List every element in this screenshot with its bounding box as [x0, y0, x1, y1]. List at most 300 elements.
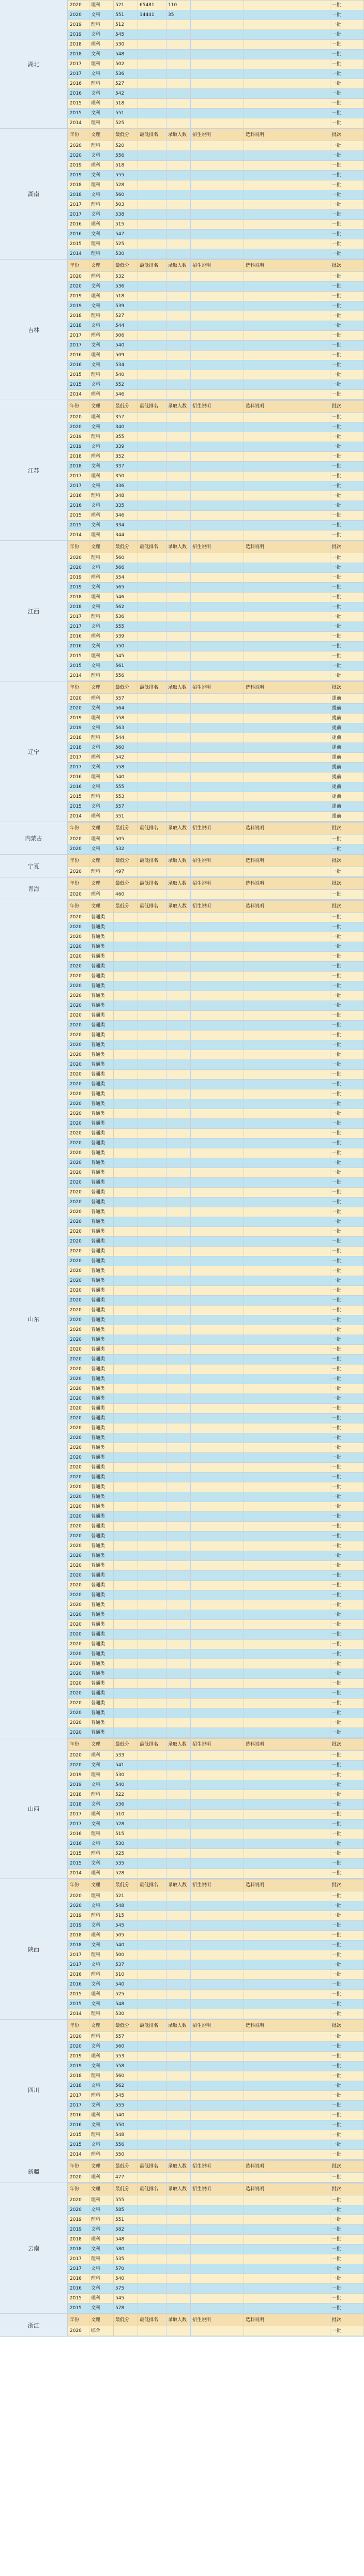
- cell-year: 2020: [68, 1188, 89, 1198]
- cell-admission-note: [191, 2052, 244, 2062]
- cell-batch: 一批: [330, 632, 364, 642]
- cell-year: 2020: [68, 1659, 89, 1669]
- cell-subject-note: [244, 812, 330, 822]
- cell-batch: 一批: [330, 1374, 364, 1384]
- table-row: [68, 1869, 364, 1878]
- cell-min-score: [114, 1119, 138, 1129]
- cell-type: 理科: [89, 593, 114, 602]
- cell-batch: 一批: [330, 452, 364, 462]
- cell-batch: 一批: [330, 360, 364, 370]
- cell-batch: 一批: [330, 2111, 364, 2120]
- cell-subject-note: [244, 230, 330, 239]
- cell-batch: 一批: [330, 1423, 364, 1433]
- cell-admit-count: [166, 2254, 191, 2264]
- table-row: [68, 2254, 364, 2264]
- cell-admission-note: [191, 1561, 244, 1571]
- cell-batch: 一批: [330, 59, 364, 69]
- cell-batch: 一批: [330, 1620, 364, 1630]
- cell-min-rank: [138, 1620, 166, 1630]
- table-row: [68, 2284, 364, 2294]
- cell-min-rank: [138, 733, 166, 743]
- cell-admit-count: [166, 282, 191, 292]
- cell-year: 2020: [68, 1315, 89, 1325]
- cell-year: 2020: [68, 1620, 89, 1630]
- cell-admission-note: [191, 1217, 244, 1227]
- table-row: [68, 1532, 364, 1541]
- cell-subject-note: [244, 1315, 330, 1325]
- cell-batch: 一批: [330, 331, 364, 341]
- cell-batch: 一批: [330, 422, 364, 432]
- cell-subject-note: [244, 180, 330, 190]
- cell-min-score: [114, 913, 138, 922]
- cell-batch: 一批: [330, 1699, 364, 1708]
- cell-min-score: [114, 942, 138, 952]
- cell-batch: 一批: [330, 1011, 364, 1021]
- cell-year: 2020: [68, 1148, 89, 1158]
- cell-min-rank: [138, 161, 166, 171]
- cell-min-score: 558: [114, 714, 138, 723]
- cell-admission-note: [191, 2042, 244, 2052]
- cell-year: 2018: [68, 1931, 89, 1941]
- header-admission-note: 招生说明: [191, 901, 244, 913]
- cell-admission-note: [191, 1751, 244, 1761]
- cell-batch: 一批: [330, 249, 364, 259]
- table-row: [68, 69, 364, 79]
- cell-admit-count: [166, 442, 191, 452]
- cell-subject-note: [244, 1790, 330, 1800]
- header-year: 年份: [68, 2184, 89, 2195]
- cell-min-score: [114, 1109, 138, 1119]
- header-year: 年份: [68, 401, 89, 413]
- cell-type: 文科: [89, 2140, 114, 2150]
- header-admission-note: 招生说明: [191, 401, 244, 413]
- cell-type: 理科: [89, 632, 114, 642]
- header-year: 年份: [68, 2314, 89, 2326]
- header-year: 年份: [68, 2020, 89, 2032]
- table-row: [68, 1999, 364, 2009]
- cell-batch: 一批: [330, 1060, 364, 1070]
- cell-min-score: 336: [114, 481, 138, 491]
- province-name: 新疆: [0, 2160, 68, 2183]
- header-min-rank: 最低排名: [138, 260, 166, 272]
- cell-admit-count: [166, 733, 191, 743]
- cell-admission-note: [191, 422, 244, 432]
- table-row: [68, 1780, 364, 1790]
- cell-admission-note: [191, 1227, 244, 1237]
- cell-admit-count: [166, 1679, 191, 1689]
- cell-year: 2016: [68, 642, 89, 651]
- cell-subject-note: [244, 311, 330, 321]
- table-row: [68, 1256, 364, 1266]
- cell-min-rank: [138, 671, 166, 681]
- table-row: [68, 1990, 364, 1999]
- cell-year: 2020: [68, 962, 89, 972]
- cell-year: 2016: [68, 1970, 89, 1980]
- cell-admission-note: [191, 79, 244, 89]
- cell-min-rank: [138, 792, 166, 802]
- header-min-rank: 最低排名: [138, 2314, 166, 2326]
- cell-batch: 一批: [330, 2225, 364, 2235]
- header-min-rank: 最低排名: [138, 2184, 166, 2195]
- table-row: [68, 1001, 364, 1011]
- cell-batch: 一批: [330, 1139, 364, 1148]
- cell-type: 普通类: [89, 1649, 114, 1659]
- cell-min-score: [114, 1001, 138, 1011]
- cell-min-score: 556: [114, 2140, 138, 2150]
- cell-year: 2016: [68, 220, 89, 230]
- cell-admission-note: [191, 40, 244, 50]
- cell-admit-count: [166, 1859, 191, 1869]
- cell-admission-note: [191, 704, 244, 714]
- cell-min-rank: [138, 1315, 166, 1325]
- cell-batch: 一批: [330, 1031, 364, 1040]
- cell-year: 2020: [68, 1669, 89, 1679]
- cell-year: 2014: [68, 2009, 89, 2019]
- cell-year: 2020: [68, 1325, 89, 1335]
- cell-admit-count: [166, 1247, 191, 1256]
- cell-subject-note: [244, 743, 330, 753]
- cell-year: 2020: [68, 1, 89, 10]
- header-year: 年份: [68, 855, 89, 867]
- table-row: [68, 1659, 364, 1669]
- cell-year: 2020: [68, 1227, 89, 1237]
- table-row: [68, 1931, 364, 1941]
- cell-min-rank: [138, 50, 166, 59]
- cell-batch: 提前: [330, 714, 364, 723]
- cell-admission-note: [191, 1718, 244, 1728]
- table-row: [68, 2052, 364, 2062]
- cell-year: 2020: [68, 1178, 89, 1188]
- cell-min-rank: [138, 1256, 166, 1266]
- header-row: [68, 2161, 364, 2173]
- cell-min-score: [114, 1640, 138, 1649]
- cell-min-rank: [138, 1689, 166, 1699]
- cell-min-score: 556: [114, 151, 138, 161]
- table-row: [68, 249, 364, 259]
- cell-admission-note: [191, 220, 244, 230]
- cell-type: 文科: [89, 2284, 114, 2294]
- cell-subject-note: [244, 511, 330, 521]
- cell-year: 2015: [68, 239, 89, 249]
- cell-subject-note: [244, 1227, 330, 1237]
- cell-min-rank: [138, 1374, 166, 1384]
- cell-admit-count: [166, 1365, 191, 1374]
- cell-admission-note: [191, 952, 244, 962]
- cell-subject-note: [244, 1345, 330, 1355]
- cell-subject-note: [244, 1374, 330, 1384]
- table-row: [68, 612, 364, 622]
- cell-min-score: 548: [114, 1999, 138, 2009]
- cell-batch: 一批: [330, 2215, 364, 2225]
- cell-type: 理科: [89, 220, 114, 230]
- header-batch: 批次: [330, 2314, 364, 2326]
- cell-subject-note: [244, 1820, 330, 1829]
- cell-admit-count: [166, 981, 191, 991]
- cell-min-rank: [138, 1325, 166, 1335]
- cell-admit-count: [166, 743, 191, 753]
- cell-min-rank: [138, 1148, 166, 1158]
- cell-subject-note: [244, 1404, 330, 1414]
- cell-subject-note: [244, 2215, 330, 2225]
- cell-min-rank: [138, 1178, 166, 1188]
- cell-year: 2014: [68, 118, 89, 128]
- cell-batch: 一批: [330, 1980, 364, 1990]
- cell-admit-count: [166, 2101, 191, 2111]
- cell-min-rank: [138, 2173, 166, 2183]
- cell-admission-note: [191, 20, 244, 30]
- cell-year: 2020: [68, 1640, 89, 1649]
- cell-min-rank: [138, 1532, 166, 1541]
- cell-subject-note: [244, 1571, 330, 1581]
- cell-batch: 一批: [330, 1810, 364, 1820]
- table-row: [68, 913, 364, 922]
- header-row: [68, 901, 364, 913]
- table-row: [68, 1139, 364, 1148]
- cell-min-score: 539: [114, 632, 138, 642]
- cell-year: 2020: [68, 2032, 89, 2042]
- cell-subject-note: [244, 622, 330, 632]
- cell-min-rank: [138, 1600, 166, 1610]
- cell-type: 理科: [89, 390, 114, 400]
- cell-min-score: 357: [114, 413, 138, 422]
- header-year: 年份: [68, 1739, 89, 1751]
- cell-admit-count: [166, 2071, 191, 2081]
- cell-min-rank: [138, 331, 166, 341]
- cell-type: 普通类: [89, 1188, 114, 1198]
- cell-year: 2020: [68, 1237, 89, 1247]
- province-block: [0, 877, 364, 900]
- cell-subject-note: [244, 452, 330, 462]
- cell-admit-count: [166, 1561, 191, 1571]
- province-name: 陕西: [0, 1879, 68, 2019]
- cell-admit-count: [166, 714, 191, 723]
- cell-type: 文科: [89, 151, 114, 161]
- cell-type: 理科: [89, 239, 114, 249]
- cell-batch: 一批: [330, 942, 364, 952]
- cell-min-rank: [138, 1751, 166, 1761]
- cell-admit-count: [166, 1970, 191, 1980]
- cell-admit-count: [166, 1384, 191, 1394]
- cell-batch: 一批: [330, 2091, 364, 2101]
- cell-batch: 一批: [330, 2042, 364, 2052]
- cell-admit-count: [166, 118, 191, 128]
- cell-type: 普通类: [89, 1512, 114, 1522]
- cell-admission-note: [191, 1770, 244, 1780]
- cell-admission-note: [191, 812, 244, 822]
- cell-year: 2019: [68, 161, 89, 171]
- cell-year: 2020: [68, 1335, 89, 1345]
- cell-admit-count: [166, 1571, 191, 1581]
- cell-year: 2020: [68, 282, 89, 292]
- cell-min-score: 545: [114, 30, 138, 40]
- cell-min-rank: [138, 622, 166, 632]
- cell-admit-count: [166, 642, 191, 651]
- cell-type: 普通类: [89, 1708, 114, 1718]
- cell-min-score: 546: [114, 593, 138, 602]
- header-admission-note: 招生说明: [191, 2314, 244, 2326]
- cell-min-score: 355: [114, 432, 138, 442]
- cell-year: 2020: [68, 553, 89, 563]
- cell-batch: 一批: [330, 1941, 364, 1950]
- cell-year: 2019: [68, 1770, 89, 1780]
- cell-year: 2020: [68, 972, 89, 981]
- cell-admit-count: [166, 481, 191, 491]
- cell-batch: 一批: [330, 1315, 364, 1325]
- cell-batch: 一批: [330, 69, 364, 79]
- cell-min-rank: [138, 2304, 166, 2313]
- cell-subject-note: [244, 632, 330, 642]
- cell-type: 文科: [89, 622, 114, 632]
- cell-batch: 一批: [330, 2195, 364, 2205]
- cell-type: 普通类: [89, 1237, 114, 1247]
- province-name: 青海: [0, 877, 68, 900]
- cell-min-rank: [138, 632, 166, 642]
- cell-subject-note: [244, 2120, 330, 2130]
- cell-year: 2020: [68, 1423, 89, 1433]
- cell-year: 2018: [68, 1941, 89, 1950]
- header-row: [68, 2184, 364, 2195]
- header-min-score: 最低分: [114, 260, 138, 272]
- cell-subject-note: [244, 1829, 330, 1839]
- cell-year: 2020: [68, 1590, 89, 1600]
- cell-min-rank: [138, 1050, 166, 1060]
- cell-subject-note: [244, 1423, 330, 1433]
- cell-min-rank: [138, 210, 166, 220]
- cell-admit-count: [166, 1178, 191, 1188]
- cell-admit-count: [166, 1266, 191, 1276]
- cell-subject-note: [244, 1941, 330, 1950]
- cell-admission-note: [191, 2235, 244, 2245]
- cell-min-score: [114, 1433, 138, 1443]
- cell-batch: 一批: [330, 380, 364, 390]
- cell-min-rank: [138, 1901, 166, 1911]
- cell-batch: 一批: [330, 239, 364, 249]
- cell-batch: 一批: [330, 341, 364, 351]
- cell-admission-note: [191, 2304, 244, 2313]
- cell-batch: 一批: [330, 1463, 364, 1473]
- cell-admit-count: [166, 472, 191, 481]
- cell-subject-note: [244, 1335, 330, 1345]
- table-row: [68, 1207, 364, 1217]
- header-admit-count: 录取人数: [166, 129, 191, 141]
- cell-min-score: 518: [114, 292, 138, 301]
- cell-admit-count: [166, 200, 191, 210]
- cell-admit-count: [166, 844, 191, 854]
- cell-subject-note: [244, 1718, 330, 1728]
- cell-admit-count: [166, 1492, 191, 1502]
- cell-min-score: [114, 1610, 138, 1620]
- cell-year: 2020: [68, 413, 89, 422]
- province-table: [68, 1738, 364, 1878]
- cell-admit-count: [166, 2274, 191, 2284]
- cell-admit-count: [166, 501, 191, 511]
- province-name: 湖北: [0, 0, 68, 128]
- cell-subject-note: [244, 109, 330, 118]
- cell-min-rank: [138, 2111, 166, 2120]
- cell-admission-note: [191, 452, 244, 462]
- cell-type: 理科: [89, 2009, 114, 2019]
- cell-year: 2019: [68, 20, 89, 30]
- cell-batch: 一批: [330, 390, 364, 400]
- cell-subject-note: [244, 2062, 330, 2071]
- cell-min-rank: [138, 462, 166, 472]
- cell-admit-count: [166, 2052, 191, 2062]
- cell-min-rank: [138, 311, 166, 321]
- cell-year: 2020: [68, 1011, 89, 1021]
- header-type: 文理: [89, 2020, 114, 2032]
- cell-min-rank: [138, 1031, 166, 1040]
- cell-batch: 一批: [330, 1522, 364, 1532]
- cell-year: 2017: [68, 1810, 89, 1820]
- cell-min-rank: [138, 40, 166, 50]
- cell-batch: 一批: [330, 351, 364, 360]
- cell-batch: 一批: [330, 1532, 364, 1541]
- cell-admit-count: [166, 220, 191, 230]
- cell-batch: 一批: [330, 642, 364, 651]
- table-row: [68, 1911, 364, 1921]
- cell-type: 普通类: [89, 1011, 114, 1021]
- cell-year: 2020: [68, 1089, 89, 1099]
- cell-batch: 提前: [330, 743, 364, 753]
- cell-admit-count: [166, 360, 191, 370]
- cell-admit-count: [166, 1315, 191, 1325]
- header-min-rank: 最低排名: [138, 855, 166, 867]
- cell-year: 2019: [68, 2215, 89, 2225]
- header-min-score: 最低分: [114, 2020, 138, 2032]
- cell-subject-note: [244, 844, 330, 854]
- cell-type: 文科: [89, 341, 114, 351]
- header-row: [68, 682, 364, 694]
- cell-subject-note: [244, 161, 330, 171]
- cell-min-rank: [138, 1610, 166, 1620]
- cell-type: 理科: [89, 1869, 114, 1878]
- cell-min-rank: [138, 1345, 166, 1355]
- table-row: [68, 1188, 364, 1198]
- cell-min-rank: [138, 1999, 166, 2009]
- cell-year: 2018: [68, 2071, 89, 2081]
- header-min-score: 最低分: [114, 2161, 138, 2173]
- cell-min-score: 522: [114, 1790, 138, 1800]
- table-row: [68, 521, 364, 531]
- cell-batch: 一批: [330, 1414, 364, 1423]
- table-row: [68, 981, 364, 991]
- cell-year: 2020: [68, 1217, 89, 1227]
- cell-admission-note: [191, 210, 244, 220]
- cell-type: 普通类: [89, 1532, 114, 1541]
- table-row: [68, 220, 364, 230]
- cell-type: 理科: [89, 1950, 114, 1960]
- cell-min-score: 518: [114, 99, 138, 109]
- cell-admission-note: [191, 1306, 244, 1315]
- cell-year: 2018: [68, 593, 89, 602]
- cell-admit-count: [166, 1630, 191, 1640]
- cell-admit-count: [166, 210, 191, 220]
- cell-min-score: 460: [114, 890, 138, 900]
- cell-min-rank: [138, 2071, 166, 2081]
- cell-year: 2020: [68, 1679, 89, 1689]
- cell-min-score: 510: [114, 1970, 138, 1980]
- cell-min-score: [114, 1679, 138, 1689]
- cell-admission-note: [191, 351, 244, 360]
- province-block: [0, 0, 364, 129]
- cell-min-rank: [138, 563, 166, 573]
- province-block: [0, 2020, 364, 2160]
- cell-admit-count: [166, 1869, 191, 1878]
- cell-subject-note: [244, 1600, 330, 1610]
- cell-subject-note: [244, 1999, 330, 2009]
- cell-admission-note: [191, 1901, 244, 1911]
- cell-type: 文科: [89, 802, 114, 812]
